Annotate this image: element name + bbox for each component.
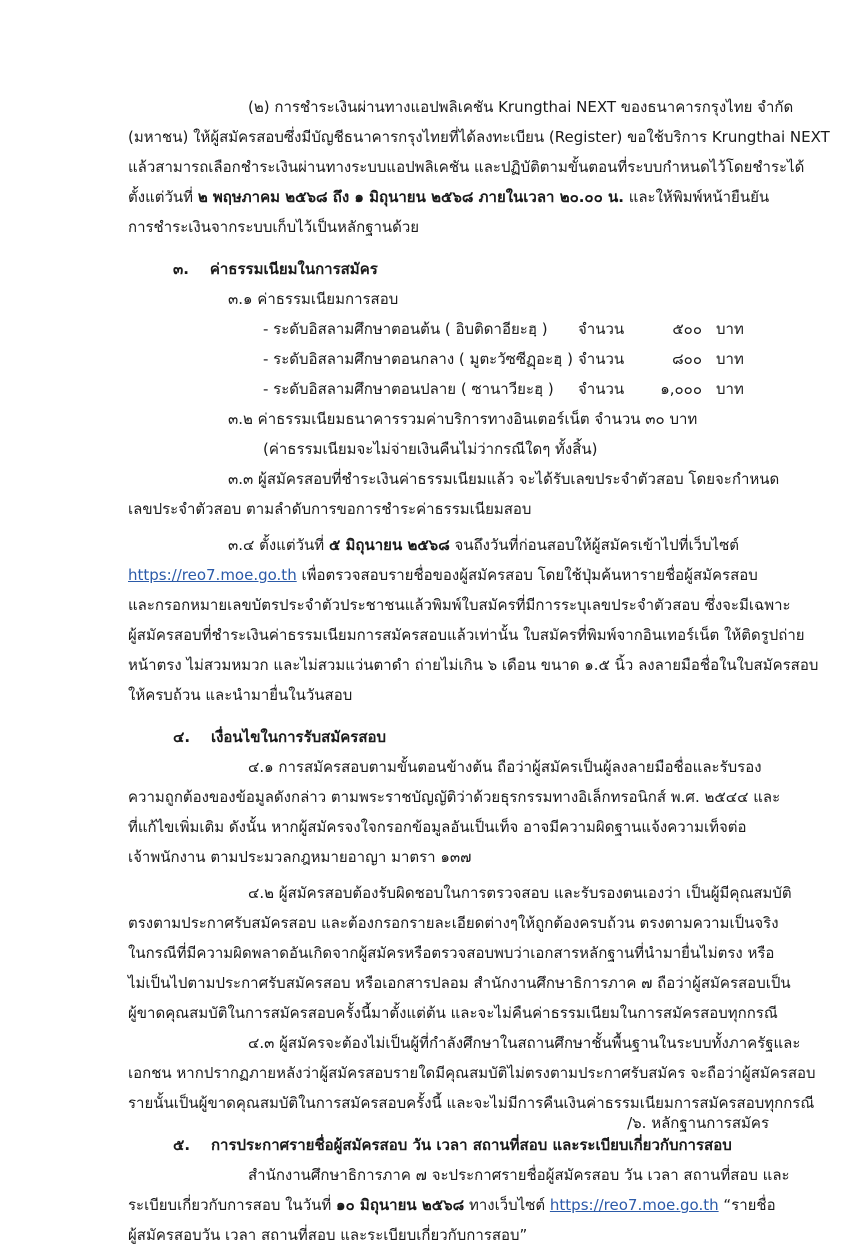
text-line: ให้ครบถ้วน และนำมายื่นในวันสอบ	[128, 686, 353, 704]
fee-list	[128, 314, 769, 404]
text-line: ที่แก้ไขเพิ่มเติม ดังนั้น หากผู้สมัครจงใจกรอกข้อมูลอันเป็นเท็จ อาจมีความผิดฐานแจ้งความเท็จต่อ	[128, 818, 747, 836]
text-line: และกรอกหมายเลขบัตรประจำตัวประชาชนแล้วพิมพ์ใบสมัครที่มีการระบุเลขประจำตัวสอบ ซึ่งจะมีเฉพาะ	[128, 596, 791, 614]
text-line: ตรงตามประกาศรับสมัครสอบ และต้องกรอกรายละเอียดต่างๆให้ถูกต้องครบถ้วน ตรงตามความเป็นจริง	[128, 914, 779, 932]
text-line	[128, 1190, 776, 1220]
heading-number: ๓.	[173, 260, 189, 278]
subsection-4-2: ๔.๒ ผู้สมัครสอบต้องรับผิดชอบในการตรวจสอบ และรับรองตนเองว่า เป็นผู้มีคุณสมบัติ	[248, 884, 792, 902]
subsection-4-3: ๔.๓ ผู้สมัครจะต้องไม่เป็นผู้ที่กำลังศึกษาในสถานศึกษาชั้นพื้นฐานในระบบทั้งภาครัฐและ	[248, 1034, 801, 1052]
text-line: ผู้ขาดคุณสมบัติในการสมัครสอบครั้งนี้มาตั้งแต่ต้น และจะไม่คืนค่าธรรมเนียมในการสมัครสอบทุกกรณี	[128, 1004, 778, 1022]
fee-unit: จำนวน	[578, 350, 625, 368]
text-span: “รายชื่อ	[718, 1196, 776, 1214]
heading-text: การประกาศรายชื่อผู้สมัครสอบ วัน เวลา สถานที่สอบ และระเบียบเกี่ยวกับการสอบ	[210, 1136, 732, 1154]
announcement-line: สำนักงานศึกษาธิการภาค ๗ จะประกาศรายชื่อผู้สมัครสอบ วัน เวลา สถานที่สอบ และ	[248, 1166, 790, 1184]
heading-number: ๕.	[173, 1136, 191, 1154]
subsection-3-3: ๓.๓ ผู้สมัครสอบที่ชำระเงินค่าธรรมเนียมแล้ว จะได้รับเลขประจำตัวสอบ โดยจะกำหนด	[228, 470, 780, 488]
text-span: ระเบียบเกี่ยวกับการสอบ ในวันที่	[128, 1196, 337, 1214]
text-line: การชำระเงินจากระบบเก็บไว้เป็นหลักฐานด้วย	[128, 218, 420, 236]
fee-level: - ระดับอิสลามศึกษาตอนต้น ( อิบติดาอียะฮฺ )	[263, 320, 548, 338]
section-heading-4	[128, 722, 769, 752]
section-heading-3	[128, 254, 769, 284]
fee-unit: จำนวน	[578, 380, 625, 398]
next-page-marker: /๖. หลักฐานการสมัคร	[627, 1114, 769, 1132]
subsection-3-2: ๓.๒ ค่าธรรมเนียมธนาคารรวมค่าบริการทางอินเตอร์เน็ต จำนวน ๓๐ บาท	[228, 410, 698, 428]
text-line: ไม่เป็นไปตามประกาศรับสมัครสอบ หรือเอกสารปลอม สำนักงานศึกษาธิการภาค ๗ ถือว่าผู้สมัครสอบเป็น	[128, 974, 791, 992]
text-line: แล้วสามารถเลือกชำระเงินผ่านทางระบบแอปพลิเคชัน และปฏิบัติตามขั้นตอนที่ระบบกำหนดไว้โดยชำระได้	[128, 158, 805, 176]
fee-currency: บาท	[716, 350, 744, 368]
fee-row	[128, 344, 769, 374]
website-link[interactable]: https://reo7.moe.go.th	[549, 1196, 719, 1214]
fee-level: - ระดับอิสลามศึกษาตอนกลาง ( มูตะวัซซีฏฺอะฮฺ )	[263, 350, 573, 368]
text-span: ทางเว็บไซต์	[464, 1196, 550, 1214]
fee-row	[128, 374, 769, 404]
text-line: หน้าตรง ไม่สวมหมวก และไม่สวมแว่นตาดำ ถ่ายไม่เกิน ๖ เดือน ขนาด ๑.๕ นิ้ว ลงลายมือชื่อในใบสมัครสอบ	[128, 656, 819, 674]
text-line: (มหาชน) ให้ผู้สมัครสอบซึ่งมีบัญชีธนาคารกรุงไทยที่ได้ลงทะเบียน (Register) ขอใช้บริการ Krungthai NEXT	[128, 128, 830, 146]
subsection-3-4	[128, 530, 769, 560]
text-line: ผู้สมัครสอบวัน เวลา สถานที่สอบ และระเบียบเกี่ยวกับการสอบ”	[128, 1226, 528, 1244]
text-line: เลขประจำตัวสอบ ตามลำดับการขอการชำระค่าธรรมเนียมสอบ	[128, 500, 532, 518]
text-line: เอกชน หากปรากฏภายหลังว่าผู้สมัครสอบรายใดมีคุณสมบัติไม่ตรงตามประกาศรับสมัคร จะถือว่าผู้สมัครสอบ	[128, 1064, 816, 1082]
text-line	[128, 560, 769, 590]
fee-unit: จำนวน	[578, 320, 625, 338]
text-line: (๒) การชำระเงินผ่านทางแอปพลิเคชัน Krungthai NEXT ของธนาคารกรุงไทย จำกัด	[248, 98, 794, 116]
payment-paragraph	[128, 92, 830, 242]
subsection-3-1: ๓.๑ ค่าธรรมเนียมการสอบ	[228, 290, 399, 308]
heading-text: ค่าธรรมเนียมในการสมัคร	[209, 260, 378, 278]
fee-currency: บาท	[716, 320, 744, 338]
text-line: ในกรณีที่มีความผิดพลาดอันเกิดจากผู้สมัครหรือตรวจสอบพบว่าเอกสารหลักฐานที่นำมายื่นไม่ตรง หรือ	[128, 944, 775, 962]
fee-amount: ๑,๐๐๐	[660, 380, 702, 398]
refund-note: (ค่าธรรมเนียมจะไม่จ่ายเงินคืนไม่ว่ากรณีใดๆ ทั้งสิ้น)	[263, 440, 598, 458]
subsection-4-1: ๔.๑ การสมัครสอบตามขั้นตอนข้างต้น ถือว่าผู้สมัครเป็นผู้ลงลายมือชื่อและรับรอง	[248, 758, 762, 776]
heading-number: ๔.	[173, 728, 191, 746]
text-span: ตั้งแต่วันที่	[128, 188, 198, 206]
text-line: ความถูกต้องของข้อมูลดังกล่าว ตามพระราชบัญญัติว่าด้วยธุรกรรมทางอิเล็กทรอนิกส์ พ.ศ. ๒๕๔๔ และ	[128, 788, 781, 806]
text-span: จนถึงวันที่ก่อนสอบให้ผู้สมัครเข้าไปที่เว็บไซต์	[449, 536, 740, 554]
fee-amount: ๕๐๐	[672, 320, 702, 338]
website-link[interactable]: https://reo7.moe.go.th	[128, 566, 297, 584]
text-line: รายนั้นเป็นผู้ขาดคุณสมบัติในการสมัครสอบครั้งนี้ และจะไม่มีการคืนเงินค่าธรรมเนียมการสมัครสอบทุกกรณี	[128, 1094, 815, 1112]
text-line	[128, 182, 769, 212]
text-span: และให้พิมพ์หน้ายืนยัน	[623, 188, 770, 206]
fee-row	[128, 314, 769, 344]
fee-amount: ๘๐๐	[672, 350, 702, 368]
payment-period: ๒ พฤษภาคม ๒๕๖๘ ถึง ๑ มิถุนายน ๒๕๖๘ ภายในเวลา ๒๐.๐๐ น.	[197, 188, 624, 206]
fee-level: - ระดับอิสลามศึกษาตอนปลาย ( ซานาวียะฮฺ )	[263, 380, 554, 398]
text-line: เจ้าพนักงาน ตามประมวลกฎหมายอาญา มาตรา ๑๓๗	[128, 848, 472, 866]
fee-currency: บาท	[716, 380, 744, 398]
announcement-date: ๑๐ มิถุนายน ๒๕๖๘	[336, 1196, 465, 1214]
text-line: ผู้สมัครสอบที่ชำระเงินค่าธรรมเนียมการสมัครสอบแล้วเท่านั้น ใบสมัครที่พิมพ์จากอินเทอร์เน็ต ให้ติดรูปถ่าย	[128, 626, 805, 644]
text-span: ๓.๔ ตั้งแต่วันที่	[228, 536, 329, 554]
heading-text: เงื่อนไขในการรับสมัครสอบ	[210, 728, 387, 746]
text-span: เพื่อตรวจสอบรายชื่อของผู้สมัครสอบ โดยใช้ปุ่มค้นหารายชื่อผู้สมัครสอบ	[296, 566, 758, 584]
check-start-date: ๕ มิถุนายน ๒๕๖๘	[328, 536, 450, 554]
